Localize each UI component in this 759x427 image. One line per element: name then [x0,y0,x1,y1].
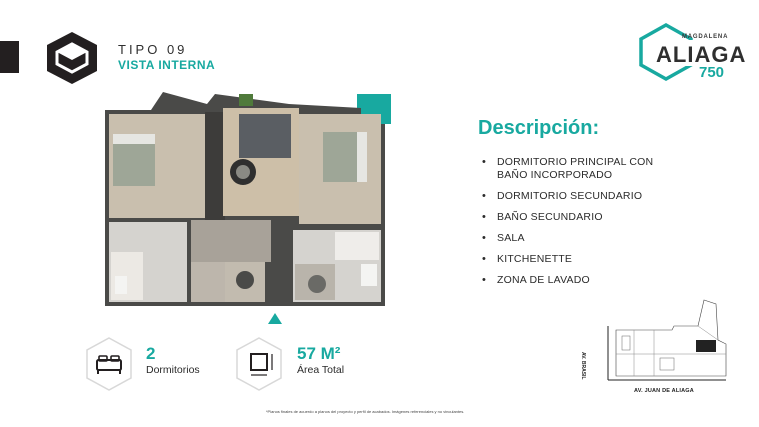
description-list [482,156,653,295]
list-item [482,253,653,266]
brand-district: MAGDALENA [682,34,729,40]
list-item-text: BAÑO INCORPORADO [497,169,613,181]
list-item [482,190,653,203]
bedrooms-label: Dormitorios [146,364,200,376]
compass-arrow-icon [268,313,282,324]
brand-logo [636,22,746,86]
floorplan-image [99,88,394,313]
list-item-text: ZONA DE LAVADO [497,274,590,286]
list-item-text: BAÑO SECUNDARIO [497,211,603,223]
area-label: Área Total [297,364,345,376]
description-title: Descripción: [478,117,600,139]
brand-number: 750 [699,64,725,81]
list-item-text: DORMITORIO PRINCIPAL CON [497,156,654,168]
list-item-text: SALA [497,232,525,244]
tipo-number: TIPO 09 [118,42,188,57]
list-item-text: KITCHENETTE [497,253,573,265]
area-value: 57 M² [297,344,341,363]
list-item [482,211,653,224]
brand-name: ALIAGA [656,42,747,67]
location-map [594,296,734,400]
list-item-text: DORMITORIO SECUNDARIO [497,190,643,202]
avenue-bottom-label: AV. JUAN DE ALIAGA [634,388,694,394]
area-icon [234,336,284,392]
list-item [482,274,653,287]
bed-icon [84,336,134,392]
list-item [482,232,653,245]
footnote: *Planos finales de acuerdo a planos del proyecto y perfil de acabados. Imágenes referenciales y no vinculantes. [266,409,465,414]
vista-label: VISTA INTERNA [118,58,216,72]
side-tab [0,41,19,73]
bedrooms-value: 2 [146,344,156,363]
cube-logo-icon [44,30,100,86]
list-item [482,156,653,182]
avenue-side-label: AV. BRASIL [580,352,586,380]
